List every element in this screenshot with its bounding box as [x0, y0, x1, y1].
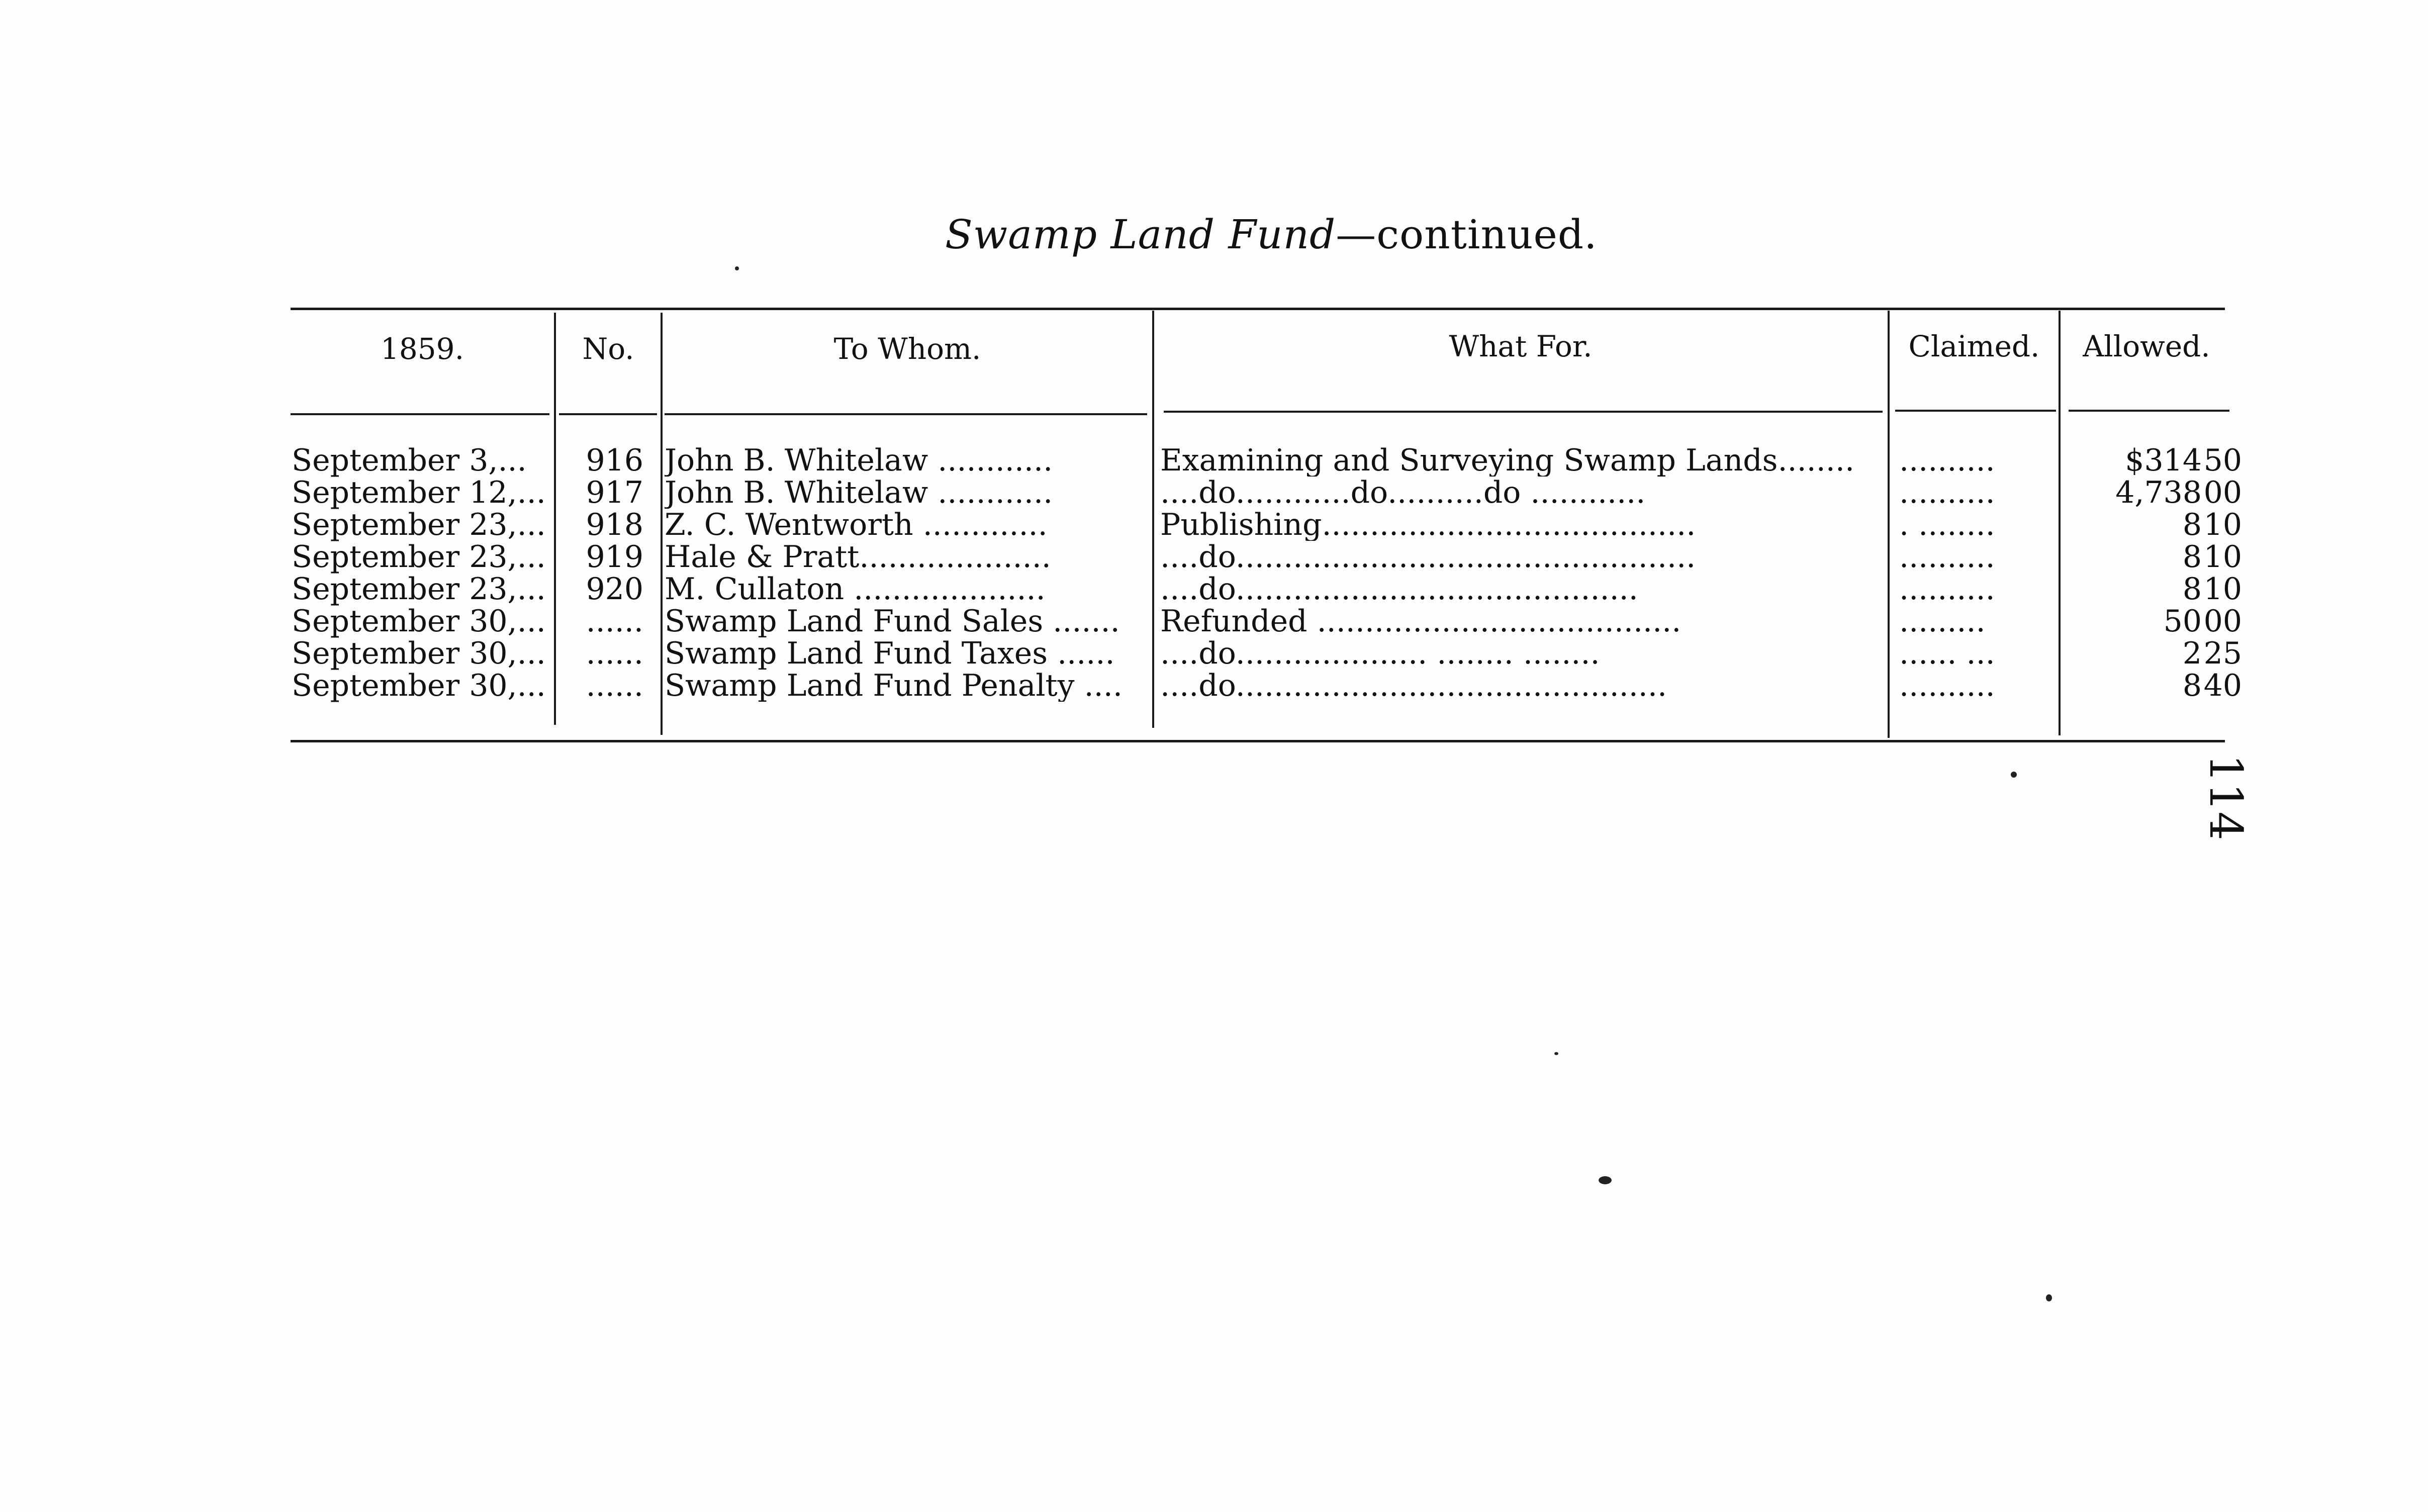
- table-row: [0, 605, 2428, 637]
- row-what-for: Examining and Surveying Swamp Lands........: [1160, 444, 1855, 477]
- title-italic: Swamp Land Fund: [945, 211, 1336, 258]
- row-date: September 3,...: [292, 443, 527, 478]
- table-row: [0, 670, 2428, 702]
- table-row: [0, 444, 2428, 477]
- table-row: [0, 509, 2428, 541]
- row-to-whom: Z. C. Wentworth .............: [665, 509, 1048, 541]
- table-top-rule: [291, 308, 2225, 310]
- row-claimed: ..........: [1899, 444, 1995, 477]
- row-allowed-cents: 10: [2203, 507, 2242, 542]
- row-allowed-dollars: $314: [2125, 443, 2202, 478]
- table-row: [0, 573, 2428, 605]
- row-no: ......: [586, 636, 643, 671]
- row-no: 920: [586, 572, 643, 607]
- print-speck: [1599, 1176, 1612, 1184]
- row-to-whom: John B. Whitelaw ............: [665, 477, 1053, 509]
- row-allowed-dollars: 8: [2182, 668, 2202, 703]
- row-allowed-cents: 10: [2203, 572, 2242, 607]
- row-no: 918: [586, 507, 643, 542]
- header-underline-allowed: [2069, 410, 2229, 412]
- row-date: September 30,...: [292, 604, 546, 639]
- row-no: 919: [586, 539, 643, 575]
- row-no: 916: [586, 443, 643, 478]
- row-to-whom: Swamp Land Fund Taxes ......: [665, 637, 1115, 670]
- row-claimed: . ........: [1899, 509, 1995, 541]
- print-speck: [2011, 772, 2017, 778]
- row-claimed: ..........: [1899, 541, 1995, 573]
- title-rest: —continued.: [1336, 211, 1598, 258]
- row-allowed-cents: 50: [2203, 443, 2242, 478]
- row-date: September 23,...: [292, 572, 546, 607]
- header-allowed: Allowed.: [2083, 329, 2210, 363]
- row-to-whom: John B. Whitelaw ............: [665, 444, 1053, 477]
- row-date: September 30,...: [292, 668, 546, 703]
- row-no: ......: [586, 668, 643, 703]
- row-allowed-dollars: 4,738: [2115, 475, 2202, 510]
- header-claimed: Claimed.: [1908, 329, 2040, 363]
- print-speck: [1554, 1052, 1558, 1055]
- header-year: 1859.: [380, 332, 464, 366]
- header-to-whom: To Whom.: [833, 332, 981, 366]
- row-allowed-dollars: 8: [2182, 572, 2202, 607]
- row-claimed: ...... ...: [1899, 637, 1995, 670]
- header-underline-no: [559, 413, 657, 415]
- header-underline-what: [1164, 411, 1883, 413]
- page-title: [945, 211, 1598, 258]
- row-allowed-cents: 00: [2203, 604, 2242, 639]
- row-claimed: .........: [1899, 605, 1986, 637]
- table-row: [0, 541, 2428, 573]
- row-to-whom: Hale & Pratt....................: [665, 541, 1051, 573]
- row-date: September 23,...: [292, 507, 546, 542]
- row-date: September 12,...: [292, 475, 546, 510]
- row-to-whom: M. Cullaton ....................: [665, 573, 1046, 605]
- row-date: September 23,...: [292, 539, 546, 575]
- row-to-whom: Swamp Land Fund Sales .......: [665, 605, 1120, 637]
- row-what-for: Refunded ......................................: [1160, 605, 1682, 637]
- header-what-for: What For.: [1449, 329, 1593, 363]
- row-claimed: ..........: [1899, 573, 1995, 605]
- row-claimed: ..........: [1899, 670, 1995, 702]
- row-what-for: ....do.............................................: [1160, 670, 1667, 702]
- header-no: No.: [582, 332, 634, 366]
- print-speck: [2046, 1294, 2052, 1301]
- table-bottom-rule: [291, 740, 2225, 742]
- header-underline-date: [291, 413, 549, 415]
- row-what-for: ....do................................................: [1160, 541, 1696, 573]
- table-row: [0, 637, 2428, 670]
- row-allowed-dollars: 50: [2163, 604, 2202, 639]
- print-speck: [735, 266, 739, 270]
- row-allowed-dollars: 8: [2182, 539, 2202, 575]
- row-allowed-cents: 00: [2203, 475, 2242, 510]
- row-to-whom: Swamp Land Fund Penalty ....: [665, 670, 1123, 702]
- row-allowed-dollars: 2: [2182, 636, 2202, 671]
- row-date: September 30,...: [292, 636, 546, 671]
- row-allowed-cents: 25: [2203, 636, 2242, 671]
- row-allowed-cents: 40: [2203, 668, 2242, 703]
- row-what-for: ....do.................... ........ ........: [1160, 637, 1600, 670]
- row-what-for: Publishing.......................................: [1160, 509, 1696, 541]
- row-no: ......: [586, 604, 643, 639]
- row-claimed: ..........: [1899, 477, 1995, 509]
- row-what-for: ....do............do..........do ............: [1160, 477, 1646, 509]
- row-allowed-cents: 10: [2203, 539, 2242, 575]
- page-number: 114: [2199, 754, 2252, 840]
- header-underline-whom: [665, 413, 1147, 415]
- row-what-for: ....do..........................................: [1160, 573, 1638, 605]
- row-no: 917: [586, 475, 643, 510]
- row-allowed-dollars: 8: [2182, 507, 2202, 542]
- table-row: [0, 477, 2428, 509]
- header-underline-claimed: [1895, 410, 2056, 412]
